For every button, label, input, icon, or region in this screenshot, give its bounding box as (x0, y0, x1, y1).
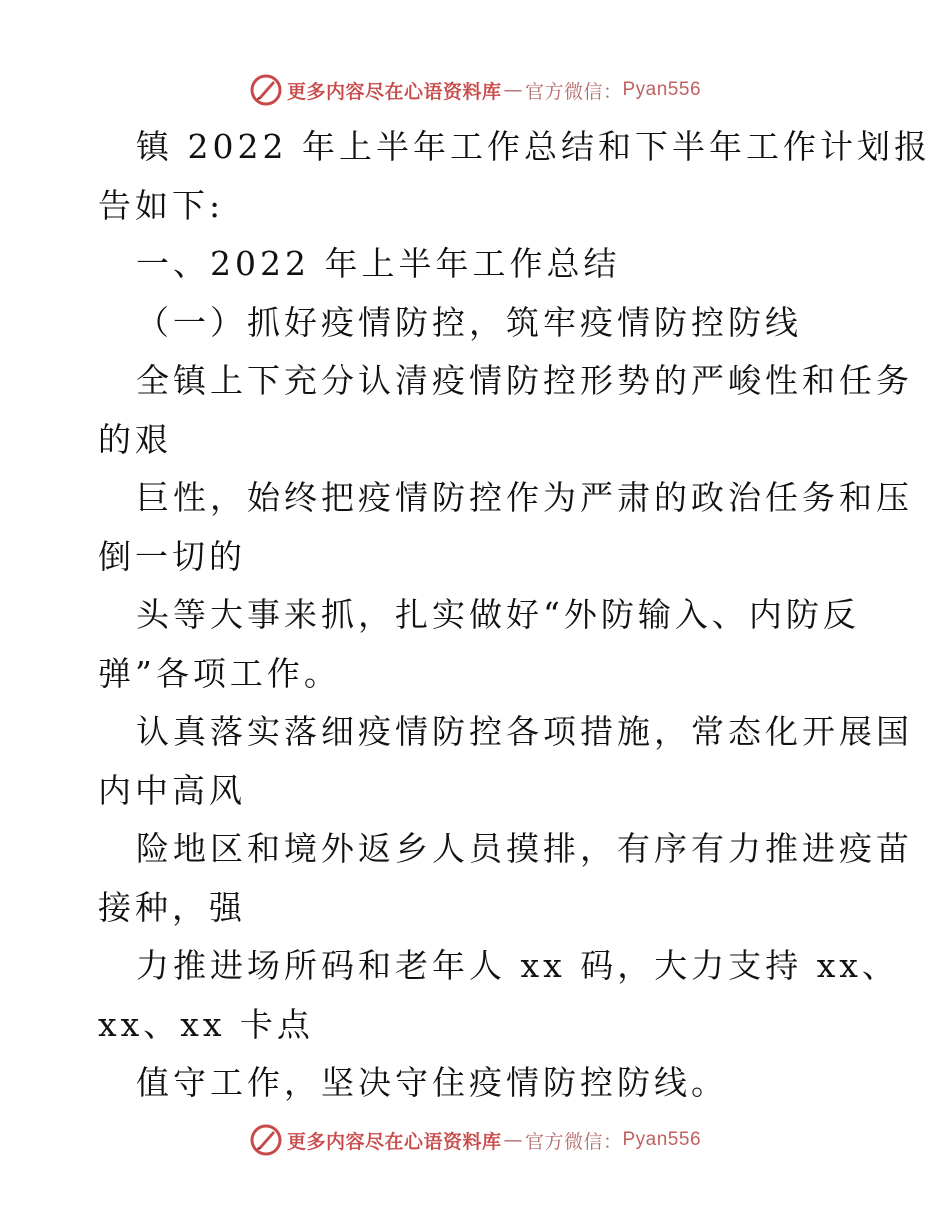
paragraph-line: 力推进场所码和老年人 xx 码，大力支持 xx、 (136, 946, 899, 985)
paragraph (98, 352, 913, 469)
paragraph (98, 820, 913, 937)
red-quill-logo-icon (249, 73, 283, 107)
paragraph-line: 认真落实落细疫情防控各项措施，常态化开展国 (136, 712, 913, 751)
watermark-brand: 更多内容尽在心语资料库 (286, 1130, 502, 1153)
paragraph-line: 一、2022 年上半年工作总结 (136, 244, 621, 283)
watermark-footer (0, 1120, 950, 1160)
paragraph-line: 巨性，始终把疫情防控作为严肃的政治任务和压 (136, 478, 913, 517)
watermark-header (0, 70, 950, 110)
watermark-wechat-id: Pyan556 (622, 1129, 702, 1150)
paragraph-continuation: 的艰 (98, 419, 172, 459)
paragraph-line: 全镇上下充分认清疫情防控形势的严峻性和任务 (136, 361, 913, 400)
red-quill-logo-icon (249, 1123, 283, 1157)
paragraph (98, 469, 913, 586)
paragraph-line: （一）抓好疫情防控，筑牢疫情防控防线 (136, 302, 802, 342)
paragraph-line: 险地区和境外返乡人员摸排，有序有力推进疫苗 (136, 829, 913, 868)
watermark-label: 官方微信： (524, 1130, 623, 1153)
watermark-label: 官方微信： (524, 80, 623, 103)
watermark-separator: — (503, 1129, 523, 1151)
paragraph (98, 703, 913, 820)
paragraph-line: 镇 2022 年上半年工作总结和下半年工作计划报 (136, 127, 931, 166)
paragraph (98, 937, 899, 1054)
subsection-heading (98, 294, 858, 353)
paragraph-continuation: 内中高风 (98, 770, 246, 810)
section-heading (98, 235, 858, 294)
paragraph-continuation: xx、xx 卡点 (98, 1004, 314, 1044)
paragraph-continuation: 告如下: (98, 185, 225, 225)
paragraph-line: 头等大事来抓，扎实做好“外防输入、内防反 (136, 595, 860, 634)
paragraph (98, 586, 858, 703)
paragraph-intro (98, 118, 931, 235)
watermark-brand: 更多内容尽在心语资料库 (286, 80, 502, 103)
paragraph-continuation: 倒一切的 (98, 536, 246, 576)
paragraph-continuation: 弹”各项工作。 (98, 653, 341, 693)
document-body (98, 118, 931, 1113)
paragraph (98, 1054, 858, 1113)
watermark-separator: — (503, 79, 523, 101)
paragraph-continuation: 接种，强 (98, 887, 246, 927)
watermark-wechat-id: Pyan556 (622, 79, 702, 100)
paragraph-line: 值守工作，坚决守住疫情防控防线。 (136, 1063, 728, 1102)
